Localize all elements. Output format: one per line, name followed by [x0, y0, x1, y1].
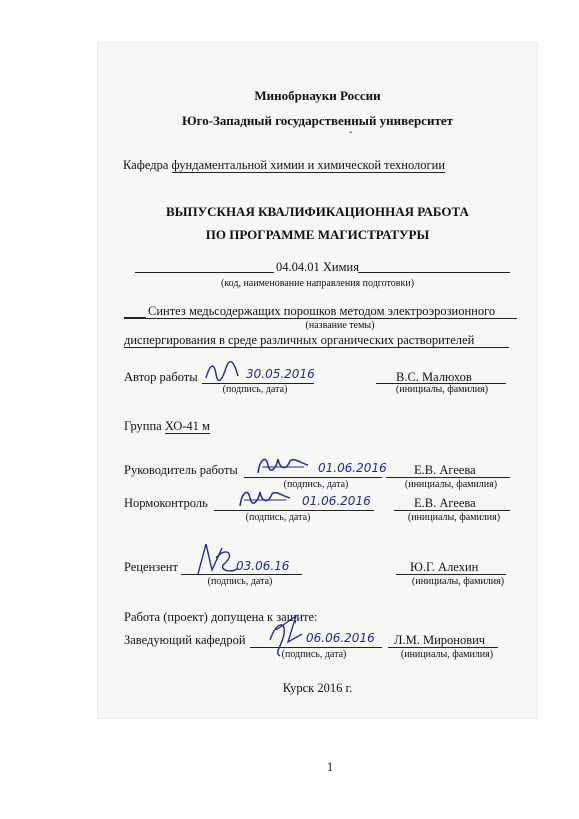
work-type-line1: ВЫПУСКНАЯ КВАЛИФИКАЦИОННАЯ РАБОТА [166, 204, 469, 219]
supervisor-sign-date: 01.06.2016 [318, 461, 387, 475]
head-name-line [388, 647, 498, 648]
group-value: ХО-41 м [164, 419, 210, 433]
direction-line-left [135, 272, 274, 273]
supervisor-name: Е.В. Агеева [414, 463, 476, 477]
reviewer-caption-name: (инициалы, фамилия) [411, 576, 505, 587]
university-title: Юго-Западный государственный университет [182, 113, 453, 128]
author-caption-sign: (подпись, дата) [222, 384, 288, 395]
topic-line2: диспергирования в среде различных органических растворителей [124, 333, 475, 347]
topic-line2-underline [124, 347, 509, 348]
department-line [123, 159, 445, 172]
reviewer-label: Рецензент [124, 560, 178, 574]
admission-text: Работа (проект) допущена к защите: [124, 610, 318, 624]
supervisor-caption-sign: (подпись, дата) [283, 479, 349, 490]
author-name: В.С. Малюхов [396, 370, 472, 384]
reviewer-name: Ю.Г. Алехин [410, 560, 479, 574]
ministry-title: Минобрнауки России [254, 88, 381, 103]
head-label: Заведующий кафедрой [124, 633, 246, 647]
topic-line1-underline [124, 318, 517, 319]
head-caption-sign: (подпись, дата) [281, 649, 347, 660]
supervisor-name-line [386, 477, 510, 478]
reviewer-sign-date: 03.06.16 [236, 559, 290, 573]
normcontrol-label: Нормоконтроль [124, 496, 208, 510]
group-line [124, 420, 210, 433]
department-name: фундаментальной химии и химической технологии [171, 158, 446, 172]
normcontrol-sign-date: 01.06.2016 [302, 494, 371, 508]
reviewer-name-line [396, 574, 506, 575]
head-sign-date: 06.06.2016 [306, 631, 375, 645]
head-caption-name: (инициалы, фамилия) [400, 649, 494, 660]
group-label: Группа [124, 419, 162, 433]
normcontrol-name: Е.В. Агеева [414, 496, 476, 510]
author-caption-name: (инициалы, фамилия) [395, 384, 489, 395]
head-name: Л.М. Миронович [394, 633, 486, 647]
department-prefix: Кафедра [123, 158, 169, 172]
normcontrol-caption-sign: (подпись, дата) [245, 512, 311, 523]
supervisor-caption-name: (инициалы, фамилия) [404, 479, 498, 490]
page-number: 1 [326, 760, 334, 774]
author-label: Автор работы [124, 370, 198, 384]
direction-value: 04.04.01 Химия [276, 260, 359, 274]
direction-caption: (код, наименование направления подготовки) [220, 278, 415, 289]
topic-caption: (название темы) [305, 320, 375, 331]
topic-line1: Синтез медьсодержащих порошков методом электроэрозионного [148, 304, 496, 318]
scan-mark: ˇ [349, 131, 353, 142]
city-year: Курск 2016 г. [282, 681, 353, 695]
author-sign-date: 30.05.2016 [246, 367, 315, 381]
reviewer-caption-sign: (подпись, дата) [207, 576, 273, 587]
direction-line-right [358, 272, 510, 273]
normcontrol-name-line [394, 510, 510, 511]
normcontrol-caption-name: (инициалы, фамилия) [407, 512, 501, 523]
supervisor-label: Руководитель работы [124, 463, 238, 477]
work-type-line2: ПО ПРОГРАММЕ МАГИСТРАТУРЫ [205, 227, 430, 242]
